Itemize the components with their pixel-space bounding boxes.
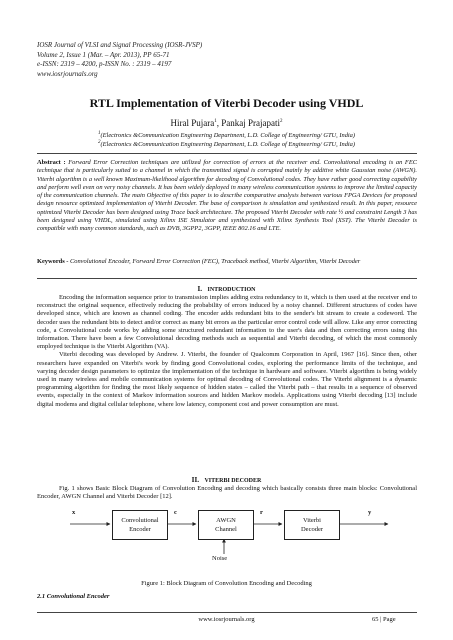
section-1-paragraph: Viterbi decoding was developed by Andrew. J. Viterbi, the founder of Qualcomm Corporation in April, 1967 [16]. Since then, other researchers have expanded on Viterbi's work by finding good Convolutional codes, exploring the performance limits of the technique, and varying decoder design parameters to optimize the implementation of the technique in hardware and software. Viterbi algorithm is being widely used in many wireless and mobile communication systems for optimal decoding of Convolutional codes. The Viterbi alignment is a dynamic programming algorithm for finding the most likely sequence of hidden states – called the Viterbi path – that results in a sequence of observed events, especially in the context of Markov information sources and hidden Markov models. Applications using Viterbi decoding [13] include digital modems and digital cellular telephone, where low latency, component cost and power consumption are must. [37,351,417,408]
signal-y-label: y [368,509,372,516]
author-2: , Pankaj Prajapati [216,118,280,128]
abstract [37,159,417,234]
section-1-body [37,294,417,409]
figure-caption: Figure 1: Block Diagram of Convolution Encoding and Decoding [141,580,312,587]
section-2-title: VITERBI DECODER [204,478,262,484]
abstract-text: Forward Error Correction techniques are utilized for correction of errors at the receiver end. Convolutional encoding is an FEC technique that is particularly suited to a channel in which the transmitted signal is corrupted mainly by additive white Gaussian noise (AWGN). Viterbi algorithm is a well known Maximum-likelihood algorithm for decoding of Convolutional codes. They have rather good correcting capability and perform well even on very noisy channels. It has been widely deployed in many wireless communication systems to improve the limited capacity of the communication channels. The main Objective of this paper is to describe comparative analysis between various FPGA Devices for proposed design resource optimized implementation of Viterbi Decoder. The base of comparison is simulation and synthesized result. In this paper, resource optimized Viterbi Decoder has been designed using Trace back architecture. The proposed Viterbi Decoder with rate ½ and constraint Length 3 has been designed using VHDL, simulated using Xilinx ISE Simulator and synthesized with Xilinx Synthesis Tool (XST). The Viterbi Decoder is compatible with many common standards, such as DVB, 3GPP2, 3GPP, IEEE 802.16 and LTE. [37,159,418,233]
journal-issn: e-ISSN: 2319 – 4200, p-ISSN No. : 2319 – 4197 [37,60,172,69]
signal-r-label: r [260,509,263,516]
affiliation-1-sup: 1 [98,130,101,136]
section-2-paragraph: Fig. 1 shows Basic Block Diagram of Convolution Encoding and decoding which basically consists three main blocks: Convolutional Encoder, AWGN Channel and Viterbi Decoder [12]. [37,485,417,501]
keywords [37,258,417,266]
footer-site-link[interactable]: www.iosrjournals.org [198,616,255,623]
section-1-title: INTRODUCTION [207,287,256,293]
block-diagram [70,506,390,570]
footer-divider [37,612,417,613]
encoder-label-2: Encoder [129,526,151,533]
journal-site-link[interactable]: www.iosrjournals.org [37,69,98,78]
affiliation-1-text: (Electronics &Communication Engineering Department, L.D. College of Engineering/ GTU, India) [100,132,355,139]
encoder-label-1: Convolutional [121,517,159,524]
journal-name: IOSR Journal of VLSI and Signal Processing (IOSR-JVSP) [37,41,203,49]
section-1-number: I. [197,285,203,293]
author-1: Hiral Pujara [170,118,215,128]
abstract-label: Abstract : [37,159,66,166]
section-2-body [37,485,417,501]
divider-top [37,153,417,154]
channel-block [198,510,254,540]
section-2-number: II. [191,476,200,484]
affiliation-2-sup: 2 [98,139,101,145]
journal-header [37,41,202,79]
author-1-sup: 1 [214,119,217,124]
decoder-label-2: Decoder [300,526,323,533]
page-number: 65 | Page [372,616,396,623]
noise-label: Noise [212,555,228,562]
signal-c-label: c [174,509,177,516]
channel-label-2: Channel [215,526,237,533]
author-2-sup: 2 [279,119,283,124]
section-2-heading [0,476,453,484]
keywords-label: Keywords - [37,258,69,265]
section-1-heading [0,285,453,293]
affiliation-1 [0,132,453,139]
affiliation-2 [0,141,453,148]
journal-volume: Volume 2, Issue 1 (Mar. – Apr. 2013), PP 65-71 [37,50,170,59]
affiliation-2-text: (Electronics &Communication Engineering Department, L.D. College of Engineering/ GTU, India) [100,141,355,148]
keywords-text: Convolutional Encoder, Forward Error Correction (FEC), Traceback method, Viterbi Algorithm, Viterbi Decoder [68,258,361,265]
encoder-block [112,510,168,540]
author-line [0,118,453,128]
signal-x-label: x [72,509,76,516]
divider-bottom [37,278,417,279]
subsection-heading: 2.1 Convolutional Encoder [37,593,110,600]
section-1-paragraph: Encoding the information sequence prior to transmission implies adding extra redundancy to it, which is then used at the receiver end to reconstruct the original sequence, effectively reducing the probability of errors induced by a noisy channel. Different structures of codes have developed since, which are known as channel coding. The encoder adds redundant bits to the sender's bit stream to create a codeword. The decoder uses the redundant bits to detect and/or correct as many bit errors as the particular error control code will allow. Like any error correcting code, a Convolutional code works by adding some structured redundant information to the user's data and then correcting errors using this information. There have been a few Convolutional decoding methods such as sequential and Viterbi decoding, of which the most commonly employed technique is the Viterbi Algorithm (VA). [37,294,417,351]
decoder-block [284,510,340,540]
decoder-label-1: Viterbi [302,517,321,524]
paper-title: RTL Implementation of Viterbi Decoder using VHDL [89,96,364,110]
channel-label-1: AWGN [216,517,236,524]
